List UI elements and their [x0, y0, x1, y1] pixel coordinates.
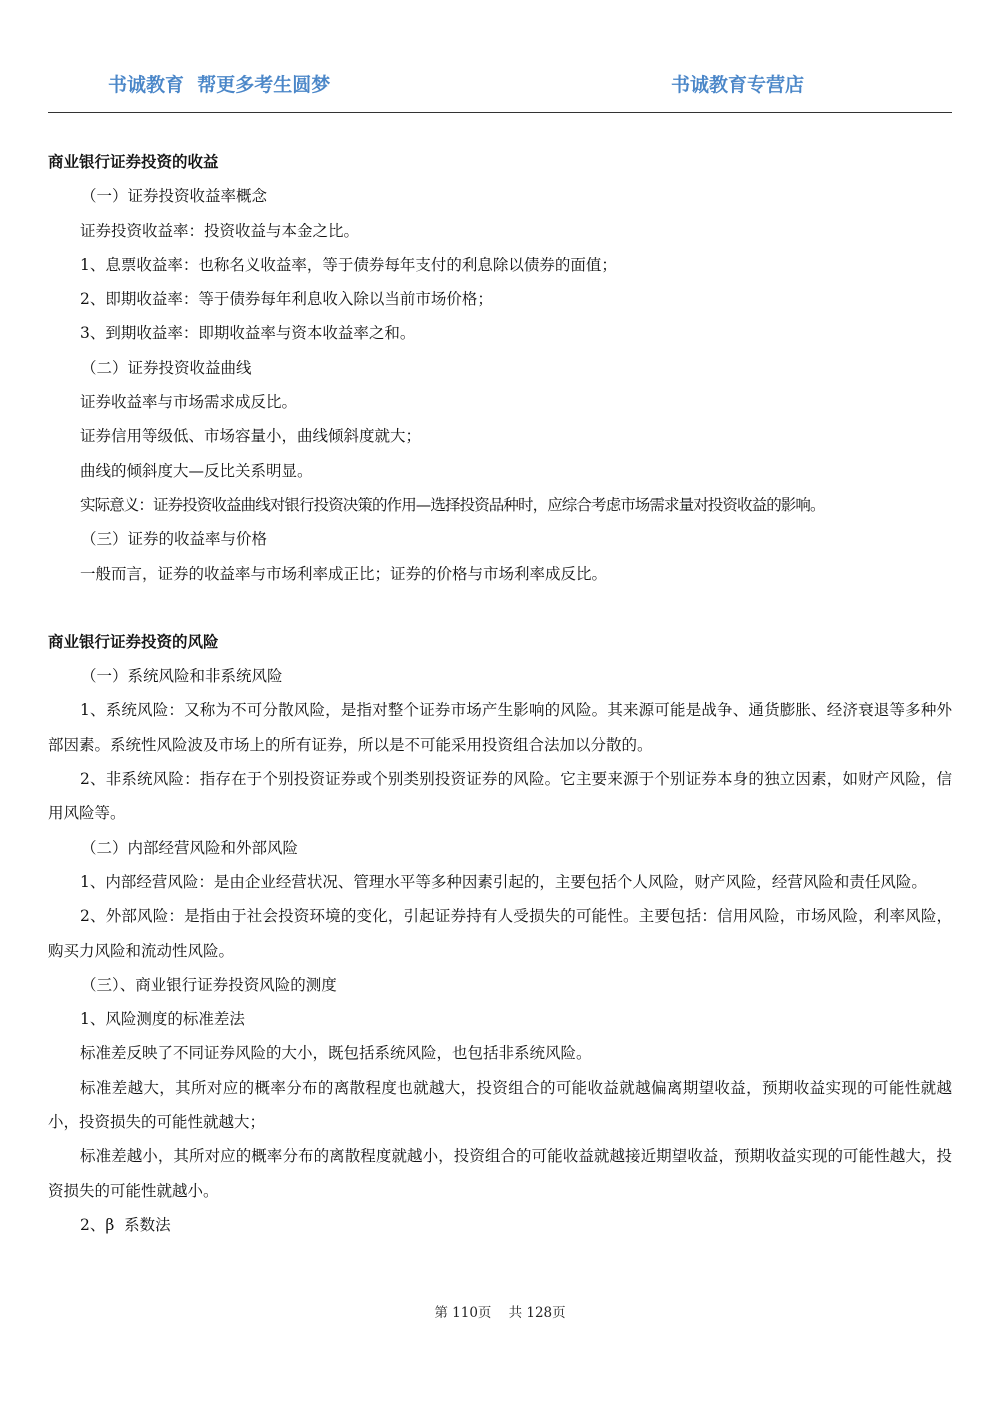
document-body	[48, 145, 952, 1242]
paragraph: 证券收益率与市场需求成反比。	[80, 393, 298, 412]
subsection-heading: （一）系统风险和非系统风险	[81, 667, 283, 686]
paragraph: 1、息票收益率：也称名义收益率，等于债券每年支付的利息除以债券的面值；	[80, 255, 617, 274]
paragraph: 一般而言，证券的收益率与市场利率成正比；证券的价格与市场利率成反比。	[80, 564, 608, 583]
paragraph: 1、内部经营风险：是由企业经营状况、管理水平等多种因素引起的，主要包括个人风险，财产风险，经营风险和责任风险。	[80, 872, 927, 891]
subsection-heading: （三）证券的收益率与价格	[81, 530, 268, 549]
subsection-heading: （二）证券投资收益曲线	[81, 358, 252, 377]
subsection-heading: （二）内部经营风险和外部风险	[81, 838, 299, 857]
paragraph: 2、β 系数法	[80, 1215, 171, 1234]
page-number: 第 110页 共 128页	[434, 1305, 566, 1321]
paragraph: 证券信用等级低、市场容量小，曲线倾斜度就大；	[80, 427, 422, 446]
header-divider	[48, 112, 952, 113]
paragraph: 标准差越大，其所对应的概率分布的离散程度也就越大，投资组合的可能收益就越偏离期望收益，预期收益实现的可能性就越小，投资损失的可能性就越大；	[48, 1078, 952, 1132]
paragraph: 标准差反映了不同证券风险的大小，既包括系统风险，也包括非系统风险。	[80, 1044, 592, 1063]
paragraph: 曲线的倾斜度大—反比关系明显。	[80, 461, 313, 480]
section-title-risks: 商业银行证券投资的风险	[48, 632, 219, 651]
paragraph: 1、系统风险：又称为不可分散风险，是指对整个证券市场产生影响的风险。其来源可能是战争、通货膨胀、经济衰退等多种外部因素。系统性风险波及市场上的所有证券，所以是不可能采用投资组合法加以分散的。	[48, 701, 952, 754]
section-spacer	[48, 591, 952, 625]
subsection-heading: （三）、商业银行证券投资风险的测度	[81, 975, 337, 994]
paragraph: 3、到期收益率：即期收益率与资本收益率之和。	[80, 324, 416, 343]
header-store-name: 书诚教育专营店	[670, 74, 804, 96]
page-header	[48, 70, 952, 100]
paragraph: 2、外部风险：是指由于社会投资环境的变化，引起证券持有人受损失的可能性。主要包括：信用风险，市场风险，利率风险，购买力风险和流动性风险。	[48, 907, 952, 960]
header-slogan: 书诚教育 帮更多考生圆梦	[108, 74, 331, 96]
paragraph: 标准差越小，其所对应的概率分布的离散程度就越小，投资组合的可能收益就越接近期望收益，预期收益实现的可能性越大，投资损失的可能性就越小。	[48, 1147, 952, 1200]
paragraph: 2、非系统风险：指存在于个别投资证券或个别类别投资证券的风险。它主要来源于个别证券本身的独立因素，如财产风险，信用风险等。	[48, 770, 952, 823]
paragraph: 实际意义：证券投资收益曲线对银行投资决策的作用—选择投资品种时，应综合考虑市场需求量对投资收益的影响。	[80, 495, 825, 514]
paragraph: 证券投资收益率：投资收益与本金之比。	[80, 221, 360, 240]
paragraph: 2、即期收益率：等于债券每年利息收入除以当前市场价格；	[80, 290, 493, 309]
paragraph: 1、风险测度的标准差法	[80, 1010, 245, 1029]
subsection-heading: （一）证券投资收益率概念	[81, 187, 268, 206]
section-title-returns: 商业银行证券投资的收益	[48, 153, 219, 171]
